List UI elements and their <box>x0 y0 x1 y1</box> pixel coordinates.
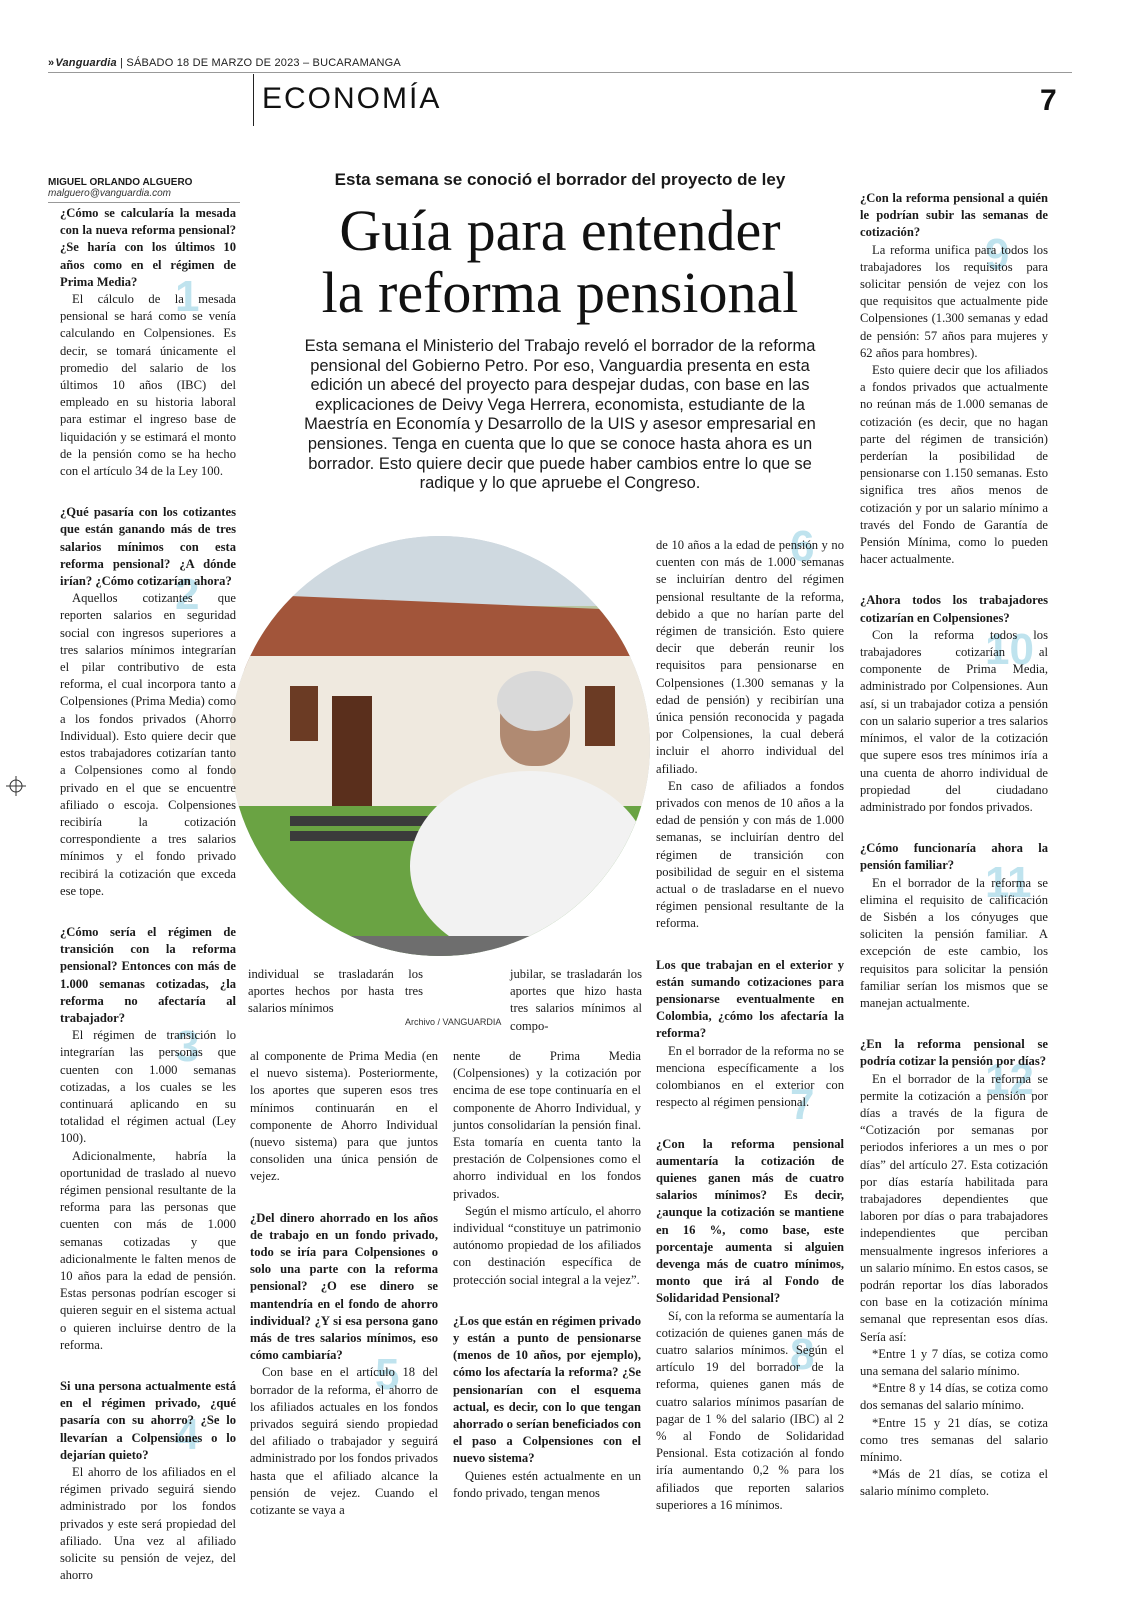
section-number-2: 2 <box>175 570 200 619</box>
photo-illustration <box>230 536 650 956</box>
kicker: Esta semana se conoció el borrador del proyecto de ley <box>334 170 786 189</box>
registration-mark-icon <box>6 776 26 796</box>
section-number-8: 8 <box>790 1330 815 1379</box>
column-2 <box>250 1048 438 1519</box>
column-1 <box>60 205 236 1584</box>
page-number: 7 <box>1040 84 1057 117</box>
lead-paragraph: Esta semana el Ministerio del Trabajo reveló el borrador de la reforma pensional del Gobierno Petro. Por eso, Vanguardia presenta en esta edición un abecé del proyecto para despejar dudas, con base en las explicaciones de Deivy Vega Herrera, economista, estudiante de la Maestría en Economía y Desarrollo de la UIS y asesor empresarial en pensiones. Tenga en cuenta que lo que se conoce hasta ahora es un borrador. Esto quiere decir que puede haber cambios entre lo que se radique y lo que apruebe el Congreso. <box>304 337 816 493</box>
answer-11: En el borrador de la reforma se elimina el requisito de calificación de Sisbén a los cónyuges que soliciten la pensión familiar. A excepción de este cambio, los requisitos para solicitar la pensión familiar serían los mismos que se manejan actualmente. <box>860 875 1048 1010</box>
section-number-11: 11 <box>985 858 1032 907</box>
answer-10: Con la reforma todos los trabajadores cotizarían al componente de Prima Media, administrado por Colpensiones. Aun así, si un trabajador cotiza a pensión con un salario superior a tres salarios mínimos, el valor de la cotización que supere esos tres mínimos iría a una cuenta de ahorro individual de propiedad del ciudadano administrado por fondos privados. <box>860 627 1048 814</box>
answer-5-continued: nente de Prima Media (Colpensiones) y la cotización por encima de ese tope continuaría en el componente de Ahorro Individual, y juntos consolidarían la pensión final. Esta tomaría en cuenta tanto la prestación de Colpensiones como el ahorro individual en los fondos privados. <box>453 1049 641 1201</box>
column-5 <box>860 190 1048 1501</box>
question-7: Los que trabajan en el exterior y están sumando cotizaciones para pensionarse eventualmente en Colombia, ¿cómo los afectaría la reforma? <box>656 957 844 1041</box>
section-number-9: 9 <box>985 230 1010 279</box>
answer-5: Con base en el artículo 18 del borrador de la reforma, el ahorro de los afiliados actuales en los fondos privados seguirá siendo propiedad del afiliado o trabajador y seguirá administrado por los fondos privados hasta que el afiliado alcance la pensión de vejez. Cuando el cotizante se vaya a <box>250 1365 438 1518</box>
wrap-text-left: individual se trasladarán los aportes hechos por hasta tres salarios mínimos <box>248 967 423 1016</box>
brand-name: Vanguardia <box>55 57 117 69</box>
answer-4-continued: al componente de Prima Media (en el nuevo sistema). Posteriormente, los aportes que superen esos tres mínimos continuarán en el componente de Ahorro Individual (nuevo sistema) para que juntos consoliden una única pensión de vejez. <box>250 1049 438 1184</box>
answer-4: El ahorro de los afiliados en el régimen privado seguirá siendo administrado por los fondos privados y este será propiedad del afiliado. Una vez al afiliado solicite su pensión de vejez, del ahorro <box>60 1465 236 1583</box>
answer-6b: En caso de afiliados a fondos privados con menos de 10 años a la edad de pensión y con más de 1.000 semanas, se incluirían dentro del régimen de transición con posibilidad de seguir en el sistema actual o de trasladarse en el nuevo régimen pensional resultante de la reforma. <box>656 778 844 931</box>
question-12: ¿En la reforma pensional se podría cotizar la pensión por días? <box>860 1037 1048 1069</box>
photo-credit: Archivo / VANGUARDIA <box>405 1017 502 1027</box>
section-number-5: 5 <box>375 1350 400 1399</box>
headline <box>250 200 870 324</box>
answer-3b: Adicionalmente, habría la oportunidad de traslado al nuevo régimen pensional resultante de la reforma para las personas que cuenten con más de 1.000 semanas cotizadas y que adicionalmente le falten menos de 10 años para la edad de pensión. Estas personas podrían escoger si quieren seguir en el sistema actual o quieren incluirse dentro de la reforma. <box>60 1148 236 1352</box>
section-number-3: 3 <box>175 1022 200 1071</box>
question-1: ¿Cómo se calcularía la mesada con la nueva reforma pensional? ¿Se haría con los últimos 10 años como en el régimen de Prima Media? <box>60 206 236 289</box>
answer-2: Aquellos cotizantes que reporten salarios en seguridad social con ingresos superiores a tres salarios mínimos integrarían el pilar contributivo de esta reforma, el cual incorpora tanto a Colpensiones (Prima Media) como a los fondos privados (Ahorro Individual). Esto quiere decir que estos trabajadores cotizarían tanto a Colpensiones como al fondo privado en el que se encuentre afiliado o escoja. Colpensiones recibiría la cotización correspondiente a tres salarios mínimos y el fondo privado recibirá la cotización que exceda ese tope. <box>60 591 236 898</box>
bullet-2: *Entre 8 y 14 días, se cotiza como dos semanas del salario mínimo. <box>860 1381 1048 1413</box>
top-rule <box>48 72 1072 73</box>
question-8: ¿Con la reforma pensional aumentaría la cotización de quienes ganen más de cuatro salarios mínimos? Es decir, ¿aunque la cotización se mantiene en 16 %, como base, este porcentaje aumenta si alguien devenga más de cuatro mínimos, monto que irá al Fondo de Solidaridad Pensional? <box>656 1136 844 1306</box>
masthead <box>48 57 401 69</box>
question-5: ¿Del dinero ahorrado en los años de trabajo en un fondo privado, todo se iría para Colpensiones o solo una parte con la reforma pensional? ¿O ese dinero se mantendría en el fondo de ahorro individual? ¿Y si esa persona gano más de tres salarios mínimos, eso cómo cambiaría? <box>250 1210 438 1363</box>
question-9: ¿Con la reforma pensional a quién le podrían subir las semanas de cotización? <box>860 191 1048 240</box>
question-4: Si una persona actualmente está en el régimen privado, ¿qué pasaría con su ahorro? ¿Se lo llevarían a Colpensiones o lo dejarían quieto? <box>60 1379 236 1462</box>
answer-7: En el borrador de la reforma no se menciona específicamente a los colombianos en el exterior con respecto al régimen pensional. <box>656 1043 844 1110</box>
section-title: ECONOMÍA <box>262 82 442 115</box>
section-number-4: 4 <box>175 1410 200 1459</box>
column-3 <box>453 1048 641 1502</box>
bullet-1: *Entre 1 y 7 días, se cotiza como una semana del salario mínimo. <box>860 1346 1048 1378</box>
brand-arrows-icon: » <box>48 57 55 69</box>
byline-rule <box>48 202 240 203</box>
dateline: | SÁBADO 18 DE MARZO DE 2023 – BUCARAMANGA <box>120 57 401 69</box>
byline-email: malguero@vanguardia.com <box>48 188 171 199</box>
answer-8: Sí, con la reforma se aumentaría la cotización de quienes ganen más de cuatro salarios mínimos. Según el artículo 19 del borrador de la reforma, quienes ganen más de cuatro salarios mínimos pasarían de pagar de 1 % del salario (IBC) al 2 % al Fondo de Solidaridad Pensional. Esta cotización al fondo iría aumentando 0,2 % para los afiliados que reporten salarios superiores a 16 mínimos. <box>656 1308 844 1512</box>
bullet-4: *Más de 21 días, se cotiza el salario mínimo completo. <box>860 1467 1048 1499</box>
section-number-7: 7 <box>790 1080 815 1129</box>
question-3: ¿Cómo sería el régimen de transición con la reforma pensional? Entonces con más de 1.000 semanas cotizadas, ¿la reforma no afectaría al trabajador? <box>60 924 236 1025</box>
section-number-6: 6 <box>790 522 815 571</box>
answer-9a: La reforma unifica para todos los trabajadores los requisitos para solicitar pensión de vejez con los que requisitos que actualmente pide Colpensiones (1.300 semanas y edad de pensión: 57 años para mujeres y 62 años para hombres). <box>860 242 1048 360</box>
section-number-1: 1 <box>175 272 200 321</box>
article-photo <box>230 536 650 956</box>
answer-6: Quienes estén actualmente en un fondo privado, tengan menos <box>453 1468 641 1500</box>
byline-name: MIGUEL ORLANDO ALGUERO <box>48 177 193 188</box>
question-10: ¿Ahora todos los trabajadores cotizarían en Colpensiones? <box>860 593 1048 625</box>
wrap-text-right: jubilar, se trasladarán los aportes que hizo hasta tres salarios mínimos al compo- <box>510 967 642 1033</box>
section-divider <box>253 74 254 126</box>
question-2: ¿Qué pasaría con los cotizantes que están ganando más de tres salarios mínimos con esta reforma pensional? ¿A dónde irían? ¿Cómo cotizarían ahora? <box>60 505 236 589</box>
answer-3a: El régimen de transición lo integrarían las personas que cuenten con 1.000 semanas cotizadas, a los cuales se les continuará aplicando en su totalidad el régimen actual (Ley 100). <box>60 1028 236 1146</box>
section-number-10: 10 <box>985 625 1034 674</box>
answer-9b: Esto quiere decir que los afiliados a fondos privados que actualmente no reúnan más de 1.000 semanas de cotización (es decir, que no hagan parte del régimen de transición) perderían la posibilidad de pensionarse con 1.150 semanas. Esto significa tres años menos de cotización y por un salario mínimo a través del Fondo de Garantía de Pensión Mínima, como lo pueden hacer actualmente. <box>860 363 1048 567</box>
answer-5b: Según el mismo artículo, el ahorro individual “constituye un patrimonio autónomo propiedad de los afiliados con destinación específica de protección social integral a la vejez”. <box>453 1203 641 1287</box>
question-6: ¿Los que están en régimen privado y están a punto de pensionarse (menos de 10 años, por ejemplo), cómo los afectaría la reforma? ¿Se pensionarían con el esquema actual, es decir, con lo que tengan ahorrado o serían beneficiados con el paso a Colpensiones con el nuevo sistema? <box>453 1313 641 1466</box>
column-4 <box>656 537 844 1514</box>
section-number-12: 12 <box>985 1055 1034 1104</box>
headline-line-2: la reforma pensional <box>321 260 799 325</box>
answer-1: El cálculo de la mesada pensional se hará como se venía calculando en Colpensiones. Es decir, se tomará únicamente el promedio del salario de los últimos 10 años (IBC) del empleado en su historia laboral para estimar el ingreso base de liquidación y se estimará el monto de la pensión como se ha hecho con el artículo 34 de la Ley 100. <box>60 292 236 479</box>
headline-line-1: Guía para entender <box>339 198 781 263</box>
answer-12: En el borrador de la reforma se permite la cotización a pensión por días a través de la figura de “Cotización por semanas por periodos inferiores a un mes o por días” del artículo 27. Esta cotización por días estaría habilitada para trabajadores dependientes que laboren por días o para trabajadores independientes que perciban mensualmente ingresos inferiores a un salario mínimo. En estos casos, se podrán reportar los días laborados con base en la cotización mínima semanal que representan esos días. Sería así: <box>860 1071 1048 1344</box>
bullet-3: *Entre 15 y 21 días, se cotiza como tres semanas del salario mínimo. <box>860 1415 1048 1465</box>
question-11: ¿Cómo funcionaría ahora la pensión familiar? <box>860 841 1048 873</box>
answer-6-continued: de 10 años a la edad de pensión y no cuenten con más de 1.000 semanas se incluirían dentro del régimen pensional resultante de la reforma, debido a que no harían parte del régimen de transición. Esto quiere decir que deberán reunir los requisitos para pensionarse en Colpensiones (1.300 semanas y la edad de pensión) y recibirían una única pensión reconocida y pagada por Colpensiones, la cual deberá incluir el ahorro individual del afiliado. <box>656 538 844 776</box>
